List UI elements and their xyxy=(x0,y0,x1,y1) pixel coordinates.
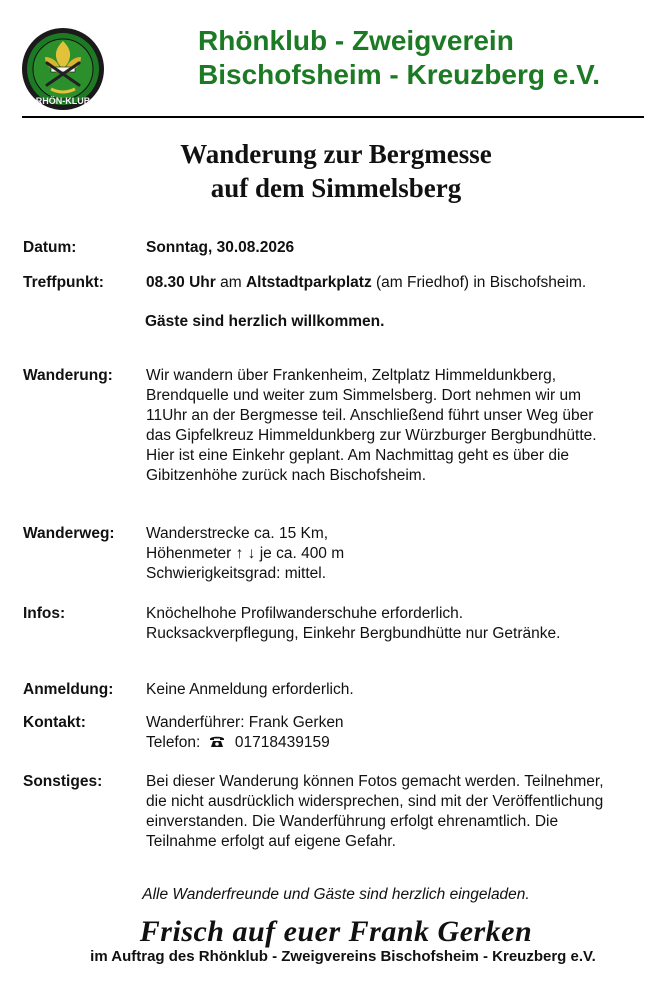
welcome-note: Gäste sind herzlich willkommen. xyxy=(145,313,385,330)
org-name-line1: Rhönklub - Zweigverein xyxy=(198,25,514,56)
value-kontakt xyxy=(146,713,666,753)
treffpunkt-rest: (am Friedhof) in Bischofsheim. xyxy=(371,274,587,291)
sonstiges-line: Bei dieser Wanderung können Fotos gemacht werden. Teilnehmer, xyxy=(146,773,604,790)
label-wanderung: Wanderung: xyxy=(23,367,113,384)
treffpunkt-am: am xyxy=(215,274,246,291)
kontakt-phone xyxy=(146,733,666,753)
label-sonstiges: Sonstiges: xyxy=(23,773,103,790)
invitation-note: Alle Wanderfreunde und Gäste sind herzlich eingeladen. xyxy=(142,886,530,903)
wanderung-line: 11Uhr an der Bergmesse teil. Anschließend führt unser Weg über xyxy=(146,407,594,424)
label-kontakt: Kontakt: xyxy=(23,714,86,731)
wanderweg-line: Höhenmeter ↑ ↓ je ca. 400 m xyxy=(146,545,345,562)
rhoenklub-logo xyxy=(21,27,105,111)
phone-number-link[interactable]: 01718439159 xyxy=(234,734,330,751)
label-wanderweg: Wanderweg: xyxy=(23,525,115,542)
treffpunkt-time: 08.30 Uhr xyxy=(146,274,216,291)
label-infos: Infos: xyxy=(23,605,66,622)
title-line1: Wanderung zur Bergmesse xyxy=(180,139,492,169)
wanderweg-line: Wanderstrecke ca. 15 Km, xyxy=(146,525,329,542)
header-divider xyxy=(22,116,644,118)
signature-greeting: Frisch auf euer Frank Gerken xyxy=(139,915,533,948)
value-sonstiges xyxy=(146,772,666,852)
kontakt-name: Wanderführer: Frank Gerken xyxy=(146,714,344,731)
infos-line: Rucksackverpflegung, Einkehr Bergbundhütte nur Getränke. xyxy=(146,625,561,642)
treffpunkt-place: Altstadtparkplatz xyxy=(245,274,372,291)
value-datum: Sonntag, 30.08.2026 xyxy=(146,239,295,256)
phone-label: Telefon: xyxy=(146,734,201,751)
value-wanderweg xyxy=(146,524,666,584)
wanderweg-line: Schwierigkeitsgrad: mittel. xyxy=(146,565,327,582)
org-name xyxy=(198,24,600,92)
label-treffpunkt: Treffpunkt: xyxy=(23,274,104,291)
logo-text: RHÖN-KLUB xyxy=(35,96,91,106)
wanderung-line: Hier ist eine Einkehr geplant. Am Nachmittag geht es über die xyxy=(146,447,570,464)
label-datum: Datum: xyxy=(23,239,77,256)
infos-line: Knöchelhohe Profilwanderschuhe erforderlich. xyxy=(146,605,464,622)
title-line2: auf dem Simmelsberg xyxy=(210,173,462,203)
document-title xyxy=(0,137,672,205)
wanderung-line: Gibitzenhöhe zurück nach Bischofsheim. xyxy=(146,467,427,484)
value-wanderung xyxy=(146,366,666,486)
sonstiges-line: einverstanden. Die Wanderführung erfolgt ehrenamtlich. Die xyxy=(146,813,559,830)
wanderung-line: Brendquelle und weiter zum Simmelsberg. Dort nehmen wir um xyxy=(146,387,582,404)
label-anmeldung: Anmeldung: xyxy=(23,681,114,698)
footer-note: im Auftrag des Rhönklub - Zweigvereins Bischofsheim - Kreuzberg e.V. xyxy=(90,948,596,965)
value-treffpunkt xyxy=(146,273,666,293)
value-infos xyxy=(146,604,666,644)
wanderung-line: das Gipfelkreuz Himmeldunkberg zur Würzburger Bergbundhütte. xyxy=(146,427,597,444)
wanderung-line: Wir wandern über Frankenheim, Zeltplatz Himmeldunkberg, xyxy=(146,367,557,384)
sonstiges-line: die nicht ausdrücklich widersprechen, sind mit der Veröffentlichung xyxy=(146,793,604,810)
phone-icon xyxy=(209,735,225,748)
sonstiges-line: Teilnahme erfolgt auf eigene Gefahr. xyxy=(146,833,396,850)
value-anmeldung: Keine Anmeldung erforderlich. xyxy=(146,681,354,698)
org-name-line2: Bischofsheim - Kreuzberg e.V. xyxy=(198,59,600,90)
